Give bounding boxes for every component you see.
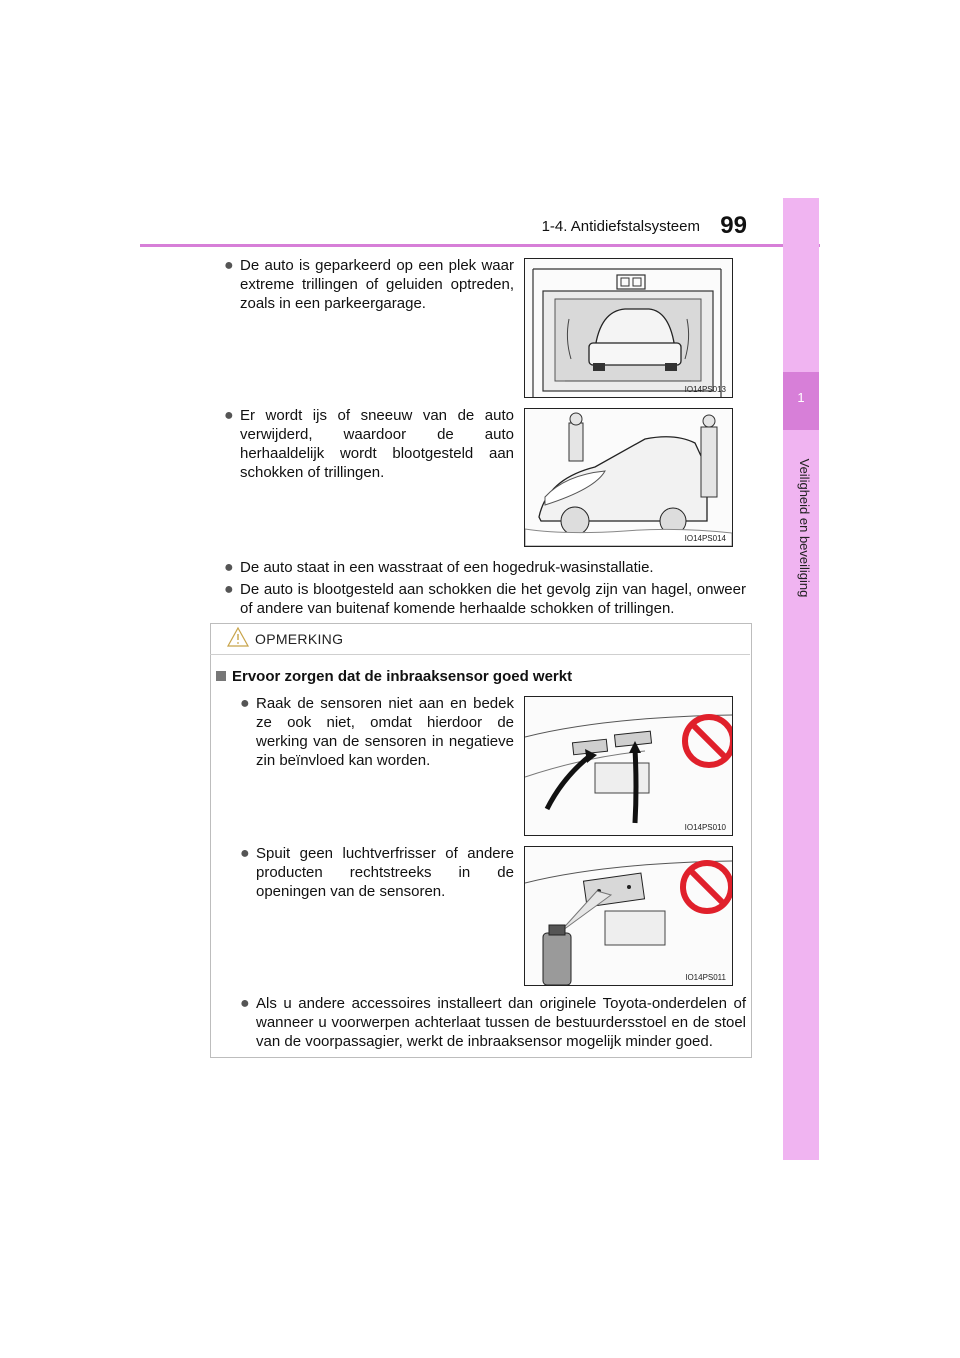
section-title: 1-4. Antidiefstalsysteem: [541, 218, 700, 235]
notice-title: OPMERKING: [255, 631, 344, 647]
circle-bullet-icon: ●: [240, 845, 250, 862]
list-item: ● Raak de sensoren niet aan en bedek ze ook niet, omdat hierdoor de werking van de sensoren in negatieve zin beïnvloed kan worden.: [240, 695, 514, 769]
figure-code: IO14PS011: [685, 973, 726, 982]
figure-code: IO14PS010: [684, 823, 726, 832]
figure-code: IO14PS013: [684, 385, 726, 394]
figure-sensor-spray: [524, 846, 733, 986]
notice-divider: [210, 654, 750, 655]
list-item: ● Als u andere accessoires installeert dan originele Toyota-onderdelen of wanneer u voorwerpen achterlaat tussen de bestuurdersstoel en de stoel van de voorpassagier, werkt de inbraaksensor mogelijk minder goed.: [240, 995, 746, 1050]
circle-bullet-icon: ●: [224, 581, 234, 598]
warning-triangle-icon: [226, 626, 250, 648]
circle-bullet-icon: ●: [240, 695, 250, 712]
snow-removal-illustration: [525, 409, 732, 546]
sensor-touch-illustration: [525, 697, 732, 835]
list-item: ● Er wordt ijs of sneeuw van de auto verwijderd, waardoor de auto herhaaldelijk wordt blootgesteld aan schokken of trillingen.: [224, 407, 514, 481]
square-bullet-icon: [216, 671, 226, 681]
circle-bullet-icon: ●: [240, 995, 250, 1012]
list-item: ● De auto staat in een wasstraat of een hogedruk-wasinstallatie.: [224, 559, 654, 576]
circle-bullet-icon: ●: [224, 407, 234, 424]
list-item: ● De auto is blootgesteld aan schokken die het gevolg zijn van hagel, onweer of andere van buitenaf komende herhaalde schokken of trillingen.: [224, 581, 746, 617]
chapter-label: Veiligheid en beveiliging: [797, 458, 812, 598]
chapter-number: 1: [797, 390, 805, 405]
circle-bullet-icon: ●: [224, 257, 234, 274]
circle-bullet-icon: ●: [224, 559, 234, 576]
notice-box: [210, 623, 752, 1058]
notice-subheading: Ervoor zorgen dat de inbraaksensor goed werkt: [216, 668, 572, 685]
figure-code: IO14PS014: [684, 534, 726, 543]
page-number: 99: [720, 212, 747, 239]
header-rule: [140, 244, 820, 247]
list-item: ● De auto is geparkeerd op een plek waar extreme trillingen of geluiden optreden, zoals in een parkeergarage.: [224, 257, 514, 312]
figure-sensor-touch: [524, 696, 733, 836]
figure-parking-garage: [524, 258, 733, 398]
parking-garage-illustration: [525, 259, 732, 397]
sensor-spray-illustration: [525, 847, 732, 985]
list-item: ● Spuit geen luchtverfrisser of andere producten rechtstreeks in de openingen van de sensoren.: [240, 845, 514, 900]
figure-snow-removal: [524, 408, 733, 547]
